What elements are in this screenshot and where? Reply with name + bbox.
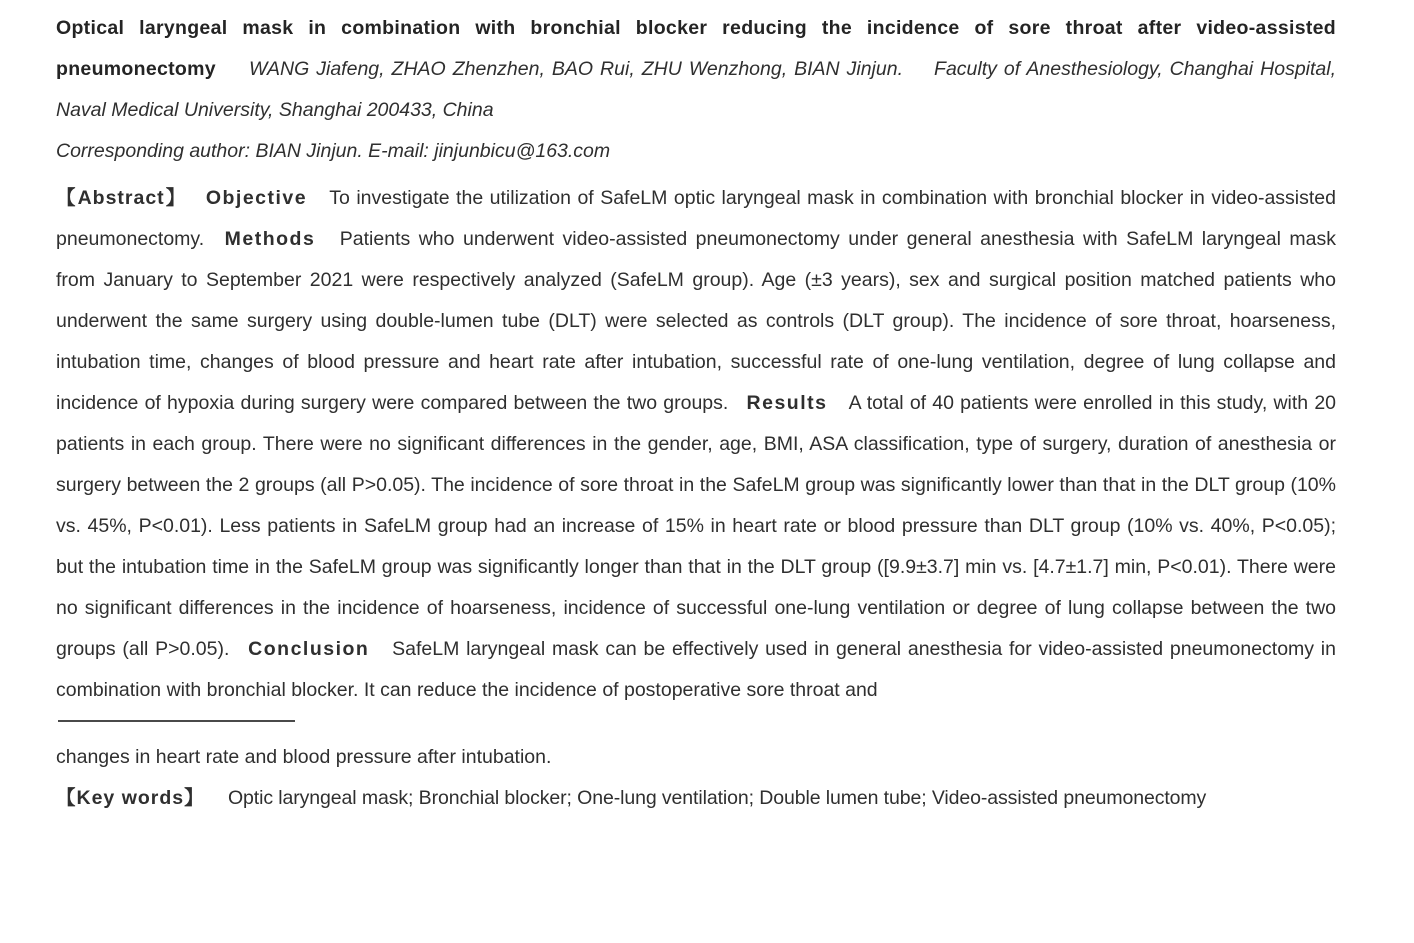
section-label-results: Results xyxy=(746,392,828,414)
abstract-continuation xyxy=(56,737,1336,778)
paper-affiliation: Faculty of Anesthesiology, Changhai Hospital, Naval Medical University, Shanghai 200433, China xyxy=(56,58,1337,121)
paper-title: Optical laryngeal mask in combination with bronchial blocker reducing the incidence of sore throat after video-assisted pneumonectomy xyxy=(56,17,1336,80)
section-label-methods: Methods xyxy=(224,228,316,250)
abstract-tag: 【Abstract】 xyxy=(56,187,188,209)
abstract-block xyxy=(56,8,1336,819)
footnote-divider xyxy=(58,720,295,722)
abstract-paragraph xyxy=(56,178,1336,711)
section-label-objective: Objective xyxy=(205,187,308,209)
keywords-text: Optic laryngeal mask; Bronchial blocker; One-lung ventilation; Double lumen tube; Video-assisted pneumonectomy xyxy=(227,787,1207,809)
correspondence-line xyxy=(56,131,1336,172)
paper-authors: WANG Jiafeng, ZHAO Zhenzhen, BAO Rui, ZHU Wenzhong, BIAN Jinjun. xyxy=(248,58,904,80)
section-label-conclusion: Conclusion xyxy=(248,638,370,660)
abstract-continuation-text: changes in heart rate and blood pressure after intubation. xyxy=(56,746,552,768)
section-text-objective: To investigate the utilization of SafeLM optic laryngeal mask in combination with bronchial blocker in video-assisted pneumonectomy. xyxy=(56,187,1337,250)
section-text-conclusion: SafeLM laryngeal mask can be effectively used in general anesthesia for video-assisted pneumonectomy in combination with bronchial blocker. It can reduce the incidence of postoperative sore throat and xyxy=(56,638,1336,701)
correspondence-text: Corresponding author: BIAN Jinjun. E-mail: jinjunbicu@163.com xyxy=(56,140,611,162)
keywords-line xyxy=(56,778,1336,819)
keywords-tag: 【Key words】 xyxy=(56,787,205,809)
section-text-results: A total of 40 patients were enrolled in this study, with 20 patients in each group. There were no significant differences in the gender, age, BMI, ASA classification, type of surgery, duration of anesthesia or surgery between the 2 groups (all P>0.05). The incidence of sore throat in the SafeLM group was significantly lower than that in the DLT group (10% vs. 45%, P<0.01). Less patients in SafeLM group had an increase of 15% in heart rate or blood pressure than DLT group (10% vs. 40%, P<0.05); but the intubation time in the SafeLM group was significantly longer than that in the DLT group ([9.9±3.7] min vs. [4.7±1.7] min, P<0.01). There were no significant differences in the incidence of hoarseness, incidence of successful one-lung ventilation or degree of lung collapse between the two groups (all P>0.05). xyxy=(56,392,1337,660)
section-text-methods: Patients who underwent video-assisted pneumonectomy under general anesthesia with SafeLM laryngeal mask from January to September 2021 were respectively analyzed (SafeLM group). Age (±3 years), sex and surgical position matched patients who underwent the same surgery using double-lumen tube (DLT) were selected as controls (DLT group). The incidence of sore throat, hoarseness, intubation time, changes of blood pressure and heart rate after intubation, successful rate of one-lung ventilation, degree of lung collapse and incidence of hypoxia during surgery were compared between the two groups. xyxy=(56,228,1337,414)
paper-header xyxy=(56,8,1336,131)
